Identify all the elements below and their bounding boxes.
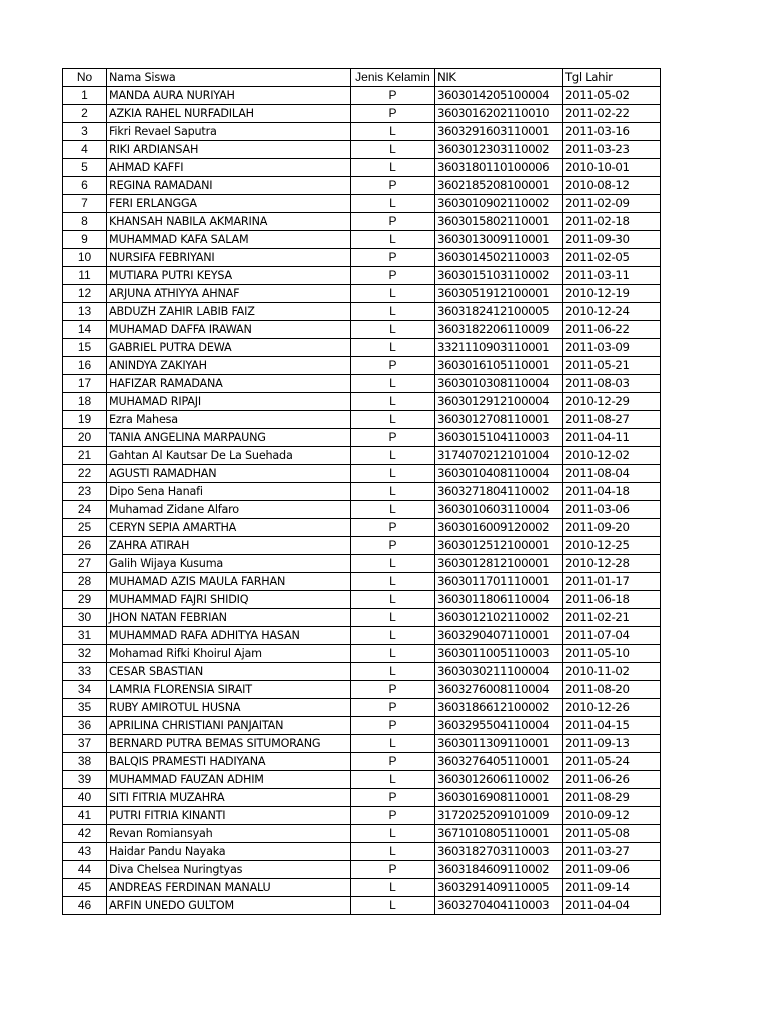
table-row (63, 267, 661, 285)
table-row (63, 807, 661, 825)
cell-nama-siswa: Fikri Revael Saputra (107, 123, 351, 141)
cell-nama-siswa: MUHAMMAD KAFA SALAM (107, 231, 351, 249)
table-row (63, 105, 661, 123)
cell-no: 17 (63, 375, 107, 393)
cell-jenis-kelamin: P (351, 807, 435, 825)
table-row (63, 663, 661, 681)
cell-tgl-lahir: 2011-04-18 (563, 483, 661, 501)
table-row (63, 627, 661, 645)
table-row (63, 573, 661, 591)
cell-nik: 3603011005110003 (435, 645, 563, 663)
cell-jenis-kelamin: P (351, 357, 435, 375)
cell-nama-siswa: CESAR SBASTIAN (107, 663, 351, 681)
cell-nik: 3603271804110002 (435, 483, 563, 501)
table-row (63, 591, 661, 609)
cell-no: 10 (63, 249, 107, 267)
cell-no: 12 (63, 285, 107, 303)
table-row (63, 411, 661, 429)
cell-no: 1 (63, 87, 107, 105)
table-row (63, 393, 661, 411)
cell-nik: 3321110903110001 (435, 339, 563, 357)
cell-no: 38 (63, 753, 107, 771)
cell-tgl-lahir: 2010-12-19 (563, 285, 661, 303)
table-row (63, 789, 661, 807)
cell-jenis-kelamin: L (351, 159, 435, 177)
cell-tgl-lahir: 2010-10-01 (563, 159, 661, 177)
cell-tgl-lahir: 2011-06-26 (563, 771, 661, 789)
cell-jenis-kelamin: L (351, 591, 435, 609)
cell-no: 26 (63, 537, 107, 555)
cell-nama-siswa: Muhamad Zidane Alfaro (107, 501, 351, 519)
table-row (63, 609, 661, 627)
table-body (63, 87, 661, 915)
cell-nama-siswa: ZAHRA ATIRAH (107, 537, 351, 555)
cell-no: 32 (63, 645, 107, 663)
cell-tgl-lahir: 2011-08-27 (563, 411, 661, 429)
cell-tgl-lahir: 2011-07-04 (563, 627, 661, 645)
cell-no: 35 (63, 699, 107, 717)
cell-tgl-lahir: 2010-11-02 (563, 663, 661, 681)
table-row (63, 537, 661, 555)
cell-nik: 3603182412100005 (435, 303, 563, 321)
cell-nama-siswa: ABDUZH ZAHIR LABIB FAIZ (107, 303, 351, 321)
cell-tgl-lahir: 2011-08-29 (563, 789, 661, 807)
table-row (63, 231, 661, 249)
cell-nama-siswa: RIKI ARDIANSAH (107, 141, 351, 159)
cell-no: 15 (63, 339, 107, 357)
cell-no: 16 (63, 357, 107, 375)
cell-nik: 3603291409110005 (435, 879, 563, 897)
cell-nik: 3603012812100001 (435, 555, 563, 573)
cell-nama-siswa: Haidar Pandu Nayaka (107, 843, 351, 861)
cell-nik: 3603290407110001 (435, 627, 563, 645)
cell-tgl-lahir: 2011-04-04 (563, 897, 661, 915)
cell-jenis-kelamin: L (351, 627, 435, 645)
cell-nik: 3603184609110002 (435, 861, 563, 879)
cell-no: 7 (63, 195, 107, 213)
table-row (63, 519, 661, 537)
cell-nama-siswa: APRILINA CHRISTIANI PANJAITAN (107, 717, 351, 735)
cell-tgl-lahir: 2011-02-09 (563, 195, 661, 213)
cell-tgl-lahir: 2011-09-13 (563, 735, 661, 753)
cell-no: 40 (63, 789, 107, 807)
cell-nama-siswa: Revan Romiansyah (107, 825, 351, 843)
cell-jenis-kelamin: P (351, 249, 435, 267)
table-row (63, 717, 661, 735)
cell-nama-siswa: JHON NATAN FEBRIAN (107, 609, 351, 627)
table-row (63, 123, 661, 141)
table-row (63, 825, 661, 843)
cell-no: 27 (63, 555, 107, 573)
table-row (63, 321, 661, 339)
cell-nik: 3603270404110003 (435, 897, 563, 915)
header-jenis-kelamin: Jenis Kelamin (351, 69, 435, 87)
table-row (63, 753, 661, 771)
cell-no: 3 (63, 123, 107, 141)
cell-tgl-lahir: 2011-03-11 (563, 267, 661, 285)
cell-nik: 3603276008110004 (435, 681, 563, 699)
cell-jenis-kelamin: L (351, 609, 435, 627)
cell-jenis-kelamin: L (351, 645, 435, 663)
cell-nama-siswa: FERI ERLANGGA (107, 195, 351, 213)
cell-jenis-kelamin: P (351, 177, 435, 195)
cell-jenis-kelamin: L (351, 141, 435, 159)
cell-no: 19 (63, 411, 107, 429)
cell-no: 11 (63, 267, 107, 285)
table-row (63, 771, 661, 789)
table-row (63, 699, 661, 717)
cell-nama-siswa: MANDA AURA NURIYAH (107, 87, 351, 105)
cell-jenis-kelamin: L (351, 339, 435, 357)
cell-nama-siswa: PUTRI FITRIA KINANTI (107, 807, 351, 825)
cell-nik: 3174070212101004 (435, 447, 563, 465)
cell-nik: 3603182206110009 (435, 321, 563, 339)
table-row (63, 303, 661, 321)
cell-nik: 3603016105110001 (435, 357, 563, 375)
cell-nik: 3603013009110001 (435, 231, 563, 249)
cell-no: 28 (63, 573, 107, 591)
cell-no: 30 (63, 609, 107, 627)
cell-jenis-kelamin: P (351, 861, 435, 879)
cell-nama-siswa: AHMAD KAFFI (107, 159, 351, 177)
cell-tgl-lahir: 2010-12-26 (563, 699, 661, 717)
cell-nama-siswa: MUTIARA PUTRI KEYSA (107, 267, 351, 285)
cell-jenis-kelamin: L (351, 555, 435, 573)
cell-nama-siswa: Diva Chelsea Nuringtyas (107, 861, 351, 879)
cell-no: 29 (63, 591, 107, 609)
cell-jenis-kelamin: L (351, 321, 435, 339)
cell-nama-siswa: Ezra Mahesa (107, 411, 351, 429)
cell-jenis-kelamin: P (351, 681, 435, 699)
cell-nama-siswa: RUBY AMIROTUL HUSNA (107, 699, 351, 717)
table-row (63, 213, 661, 231)
cell-nama-siswa: ARJUNA ATHIYYA AHNAF (107, 285, 351, 303)
cell-tgl-lahir: 2011-03-27 (563, 843, 661, 861)
cell-nama-siswa: LAMRIA FLORENSIA SIRAIT (107, 681, 351, 699)
cell-nama-siswa: BERNARD PUTRA BEMAS SITUMORANG (107, 735, 351, 753)
cell-nik: 3603182703110003 (435, 843, 563, 861)
header-row (63, 69, 661, 87)
cell-no: 34 (63, 681, 107, 699)
table-row (63, 897, 661, 915)
cell-jenis-kelamin: L (351, 303, 435, 321)
cell-jenis-kelamin: P (351, 789, 435, 807)
cell-nik: 3603014502110003 (435, 249, 563, 267)
cell-nama-siswa: ANDREAS FERDINAN MANALU (107, 879, 351, 897)
cell-jenis-kelamin: L (351, 897, 435, 915)
cell-jenis-kelamin: P (351, 699, 435, 717)
header-nama-siswa: Nama Siswa (107, 69, 351, 87)
cell-tgl-lahir: 2011-09-14 (563, 879, 661, 897)
cell-tgl-lahir: 2010-12-25 (563, 537, 661, 555)
cell-tgl-lahir: 2011-03-09 (563, 339, 661, 357)
cell-no: 39 (63, 771, 107, 789)
cell-nik: 3603015802110001 (435, 213, 563, 231)
cell-no: 44 (63, 861, 107, 879)
table-row (63, 447, 661, 465)
table-row (63, 879, 661, 897)
cell-no: 36 (63, 717, 107, 735)
cell-tgl-lahir: 2010-12-29 (563, 393, 661, 411)
cell-tgl-lahir: 2011-02-18 (563, 213, 661, 231)
cell-tgl-lahir: 2011-03-06 (563, 501, 661, 519)
cell-nik: 3603011309110001 (435, 735, 563, 753)
cell-nama-siswa: MUHAMMAD FAJRI SHIDIQ (107, 591, 351, 609)
cell-no: 33 (63, 663, 107, 681)
cell-tgl-lahir: 2011-09-30 (563, 231, 661, 249)
table-row (63, 141, 661, 159)
table-row (63, 159, 661, 177)
cell-nama-siswa: HAFIZAR RAMADANA (107, 375, 351, 393)
cell-nik: 3603015104110003 (435, 429, 563, 447)
cell-nik: 3671010805110001 (435, 825, 563, 843)
cell-tgl-lahir: 2011-06-18 (563, 591, 661, 609)
cell-no: 5 (63, 159, 107, 177)
cell-nik: 3603011806110004 (435, 591, 563, 609)
table-row (63, 375, 661, 393)
cell-no: 46 (63, 897, 107, 915)
cell-tgl-lahir: 2011-01-17 (563, 573, 661, 591)
cell-jenis-kelamin: P (351, 717, 435, 735)
cell-tgl-lahir: 2011-09-20 (563, 519, 661, 537)
cell-jenis-kelamin: L (351, 447, 435, 465)
cell-no: 2 (63, 105, 107, 123)
table-row (63, 645, 661, 663)
header-nik: NIK (435, 69, 563, 87)
cell-jenis-kelamin: P (351, 87, 435, 105)
cell-no: 9 (63, 231, 107, 249)
cell-tgl-lahir: 2011-03-16 (563, 123, 661, 141)
cell-nama-siswa: MUHAMMAD FAUZAN ADHIM (107, 771, 351, 789)
cell-nik: 3603291603110001 (435, 123, 563, 141)
cell-tgl-lahir: 2011-05-24 (563, 753, 661, 771)
cell-jenis-kelamin: L (351, 123, 435, 141)
table-row (63, 357, 661, 375)
cell-jenis-kelamin: L (351, 735, 435, 753)
cell-nik: 3603010603110004 (435, 501, 563, 519)
cell-jenis-kelamin: P (351, 429, 435, 447)
table-row (63, 429, 661, 447)
cell-no: 43 (63, 843, 107, 861)
cell-jenis-kelamin: L (351, 501, 435, 519)
cell-no: 18 (63, 393, 107, 411)
cell-jenis-kelamin: L (351, 195, 435, 213)
student-table (62, 68, 661, 915)
table-row (63, 843, 661, 861)
cell-nik: 3603012708110001 (435, 411, 563, 429)
cell-no: 24 (63, 501, 107, 519)
table-row (63, 87, 661, 105)
cell-nik: 3603010308110004 (435, 375, 563, 393)
table-row (63, 681, 661, 699)
cell-tgl-lahir: 2011-06-22 (563, 321, 661, 339)
cell-nik: 3603016908110001 (435, 789, 563, 807)
cell-jenis-kelamin: L (351, 411, 435, 429)
cell-jenis-kelamin: L (351, 771, 435, 789)
cell-nama-siswa: SITI FITRIA MUZAHRA (107, 789, 351, 807)
cell-no: 45 (63, 879, 107, 897)
cell-nik: 3172025209101009 (435, 807, 563, 825)
cell-tgl-lahir: 2011-08-04 (563, 465, 661, 483)
cell-jenis-kelamin: P (351, 519, 435, 537)
cell-nama-siswa: Galih Wijaya Kusuma (107, 555, 351, 573)
cell-nama-siswa: GABRIEL PUTRA DEWA (107, 339, 351, 357)
table-row (63, 501, 661, 519)
cell-nama-siswa: Mohamad Rifki Khoirul Ajam (107, 645, 351, 663)
cell-nik: 3603010902110002 (435, 195, 563, 213)
cell-nama-siswa: AGUSTI RAMADHAN (107, 465, 351, 483)
cell-nik: 3603010408110004 (435, 465, 563, 483)
cell-tgl-lahir: 2011-05-02 (563, 87, 661, 105)
cell-tgl-lahir: 2010-12-24 (563, 303, 661, 321)
cell-no: 31 (63, 627, 107, 645)
cell-jenis-kelamin: L (351, 465, 435, 483)
cell-nik: 3603180110100006 (435, 159, 563, 177)
cell-jenis-kelamin: L (351, 663, 435, 681)
cell-nama-siswa: MUHAMAD RIPAJI (107, 393, 351, 411)
cell-nik: 3603015103110002 (435, 267, 563, 285)
cell-no: 42 (63, 825, 107, 843)
cell-nik: 3603012303110002 (435, 141, 563, 159)
cell-tgl-lahir: 2010-12-02 (563, 447, 661, 465)
table-row (63, 249, 661, 267)
cell-nama-siswa: ARFIN UNEDO GULTOM (107, 897, 351, 915)
cell-no: 37 (63, 735, 107, 753)
cell-nik: 3603012512100001 (435, 537, 563, 555)
cell-jenis-kelamin: L (351, 483, 435, 501)
table-row (63, 861, 661, 879)
cell-nik: 3603011701110001 (435, 573, 563, 591)
cell-no: 13 (63, 303, 107, 321)
table-row (63, 339, 661, 357)
table-row (63, 195, 661, 213)
cell-no: 20 (63, 429, 107, 447)
cell-nik: 3603016202110010 (435, 105, 563, 123)
cell-tgl-lahir: 2011-04-11 (563, 429, 661, 447)
cell-nama-siswa: MUHAMAD AZIS MAULA FARHAN (107, 573, 351, 591)
cell-tgl-lahir: 2011-05-08 (563, 825, 661, 843)
cell-jenis-kelamin: L (351, 573, 435, 591)
cell-nik: 3603051912100001 (435, 285, 563, 303)
cell-nama-siswa: MUHAMMAD RAFA ADHITYA HASAN (107, 627, 351, 645)
cell-nama-siswa: MUHAMAD DAFFA IRAWAN (107, 321, 351, 339)
table-row (63, 465, 661, 483)
cell-jenis-kelamin: P (351, 537, 435, 555)
cell-tgl-lahir: 2011-08-20 (563, 681, 661, 699)
cell-no: 14 (63, 321, 107, 339)
cell-no: 41 (63, 807, 107, 825)
cell-nik: 3603276405110001 (435, 753, 563, 771)
cell-tgl-lahir: 2010-09-12 (563, 807, 661, 825)
cell-no: 25 (63, 519, 107, 537)
cell-nama-siswa: KHANSAH NABILA AKMARINA (107, 213, 351, 231)
cell-nama-siswa: ANINDYA ZAKIYAH (107, 357, 351, 375)
cell-no: 8 (63, 213, 107, 231)
table-row (63, 555, 661, 573)
cell-nama-siswa: Gahtan Al Kautsar De La Suehada (107, 447, 351, 465)
cell-nama-siswa: AZKIA RAHEL NURFADILAH (107, 105, 351, 123)
cell-nama-siswa: REGINA RAMADANI (107, 177, 351, 195)
table-row (63, 177, 661, 195)
cell-tgl-lahir: 2010-12-28 (563, 555, 661, 573)
cell-jenis-kelamin: P (351, 753, 435, 771)
cell-nik: 3603016009120002 (435, 519, 563, 537)
cell-tgl-lahir: 2011-05-10 (563, 645, 661, 663)
cell-tgl-lahir: 2011-02-05 (563, 249, 661, 267)
cell-nik: 3603186612100002 (435, 699, 563, 717)
cell-nama-siswa: Dipo Sena Hanafi (107, 483, 351, 501)
cell-jenis-kelamin: P (351, 267, 435, 285)
header-no: No (63, 69, 107, 87)
cell-nama-siswa: CERYN SEPIA AMARTHA (107, 519, 351, 537)
cell-jenis-kelamin: P (351, 105, 435, 123)
table-row (63, 483, 661, 501)
cell-tgl-lahir: 2011-05-21 (563, 357, 661, 375)
cell-nama-siswa: BALQIS PRAMESTI HADIYANA (107, 753, 351, 771)
cell-jenis-kelamin: L (351, 231, 435, 249)
student-list-sheet (62, 68, 661, 915)
cell-no: 4 (63, 141, 107, 159)
cell-jenis-kelamin: L (351, 393, 435, 411)
cell-nik: 3603295504110004 (435, 717, 563, 735)
cell-nik: 3603030211100004 (435, 663, 563, 681)
cell-tgl-lahir: 2011-09-06 (563, 861, 661, 879)
header-tgl-lahir: Tgl Lahir (563, 69, 661, 87)
cell-jenis-kelamin: L (351, 879, 435, 897)
cell-no: 21 (63, 447, 107, 465)
cell-tgl-lahir: 2011-08-03 (563, 375, 661, 393)
cell-nik: 3602185208100001 (435, 177, 563, 195)
cell-no: 22 (63, 465, 107, 483)
cell-tgl-lahir: 2010-08-12 (563, 177, 661, 195)
cell-jenis-kelamin: L (351, 825, 435, 843)
cell-nik: 3603012606110002 (435, 771, 563, 789)
cell-jenis-kelamin: P (351, 213, 435, 231)
table-row (63, 735, 661, 753)
cell-jenis-kelamin: L (351, 843, 435, 861)
cell-tgl-lahir: 2011-02-22 (563, 105, 661, 123)
cell-nik: 3603012912100004 (435, 393, 563, 411)
cell-tgl-lahir: 2011-02-21 (563, 609, 661, 627)
cell-nama-siswa: TANIA ANGELINA MARPAUNG (107, 429, 351, 447)
cell-tgl-lahir: 2011-03-23 (563, 141, 661, 159)
cell-no: 23 (63, 483, 107, 501)
cell-nik: 3603012102110002 (435, 609, 563, 627)
cell-jenis-kelamin: L (351, 285, 435, 303)
cell-no: 6 (63, 177, 107, 195)
cell-nik: 3603014205100004 (435, 87, 563, 105)
cell-jenis-kelamin: L (351, 375, 435, 393)
cell-nama-siswa: NURSIFA FEBRIYANI (107, 249, 351, 267)
table-row (63, 285, 661, 303)
cell-tgl-lahir: 2011-04-15 (563, 717, 661, 735)
